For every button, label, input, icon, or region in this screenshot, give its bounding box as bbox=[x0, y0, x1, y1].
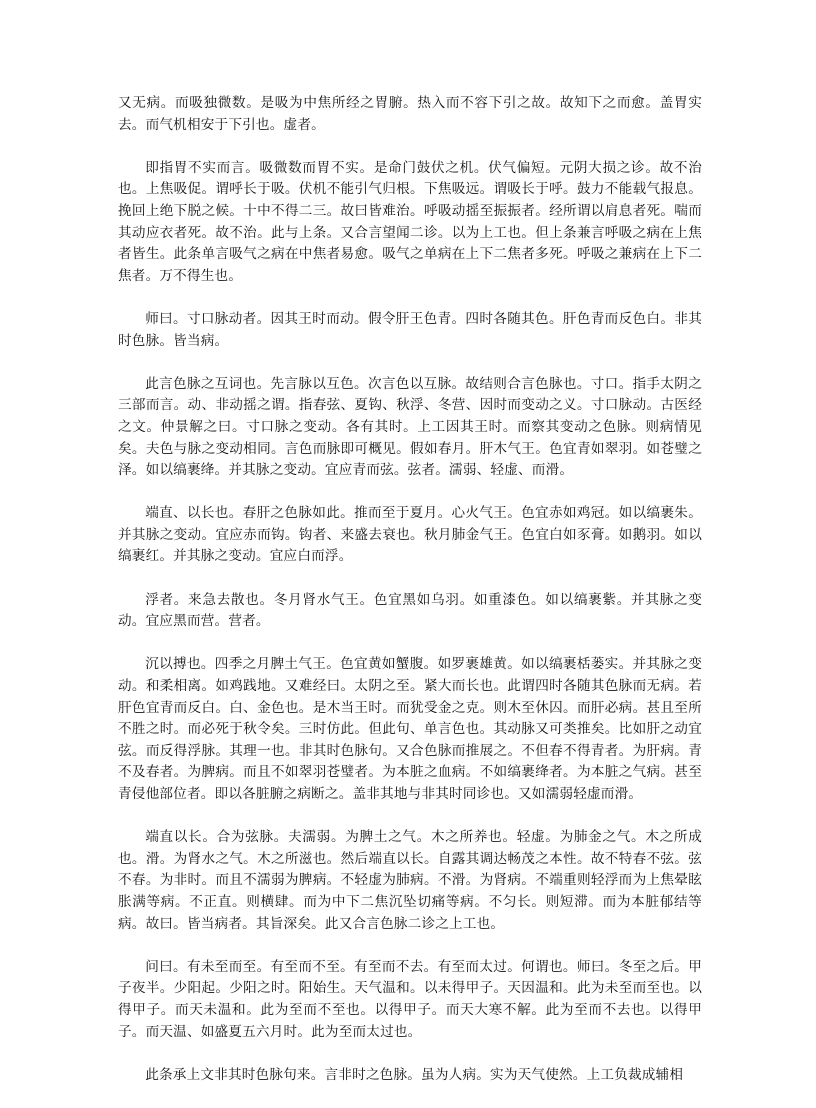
paragraph-5: 端直、以长也。春肝之色脉如此。推而至于夏月。心火气王。色宜赤如鸡冠。如以缟裹朱。并其脉之变动。宜应赤而钩。钩者、来盛去衰也。秋月肺金气王。色宜白如豕膏。如鹅羽。如以缟裹红。并其脉之变动。宜应白而浮。 bbox=[118, 505, 702, 565]
paragraph-2: 即指胃不实而言。吸微数而胃不实。是命门鼓伏之机。伏气偏短。元阴大损之诊。故不治也。上焦吸促。谓呼长于吸。伏机不能引气归根。下焦吸远。谓吸长于呼。鼓力不能载气报息。挽回上绝下脱之候。十中不得二三。故曰皆难治。呼吸动摇至振振者。经所谓以肩息者死。喘而其动应衣者死。故不治。此与上条。又合言望闻二诊。以为上工也。但上条兼言呼吸之病在上焦者皆生。此条单言吸气之病在中焦者易愈。吸气之单病在上下二焦者多死。呼吸之兼病在上下二焦者。万不得生也。 bbox=[118, 159, 702, 284]
paragraph-8: 端直以长。合为弦脉。夫濡弱。为脾土之气。木之所养也。轻虚。为肺金之气。木之所成也。滑。为肾水之气。木之所滋也。然后端直以长。自露其调达畅茂之本性。故不特春不弦。弦不春。为非时。而且不濡弱为脾病。不轻虚为肺病。不滑。为肾病。不端重则轻浮而为上焦晕眩胀满等病。不正直。则横肆。而为中下二焦沉坠切痛等病。不匀长。则短滞。而为本脏郁结等病。故曰。皆当病者。其旨深矣。此又合言色脉二诊之上工也。 bbox=[118, 829, 702, 932]
paragraph-1: 又无病。而吸独微数。是吸为中焦所经之胃腑。热入而不容下引之故。故知下之而愈。盖胃实去。而气机相安于下引也。虚者。 bbox=[118, 95, 702, 133]
paragraph-4: 此言色脉之互词也。先言脉以互色。次言色以互脉。故结则合言色脉也。寸口。指手太阴之三部而言。动、非动摇之谓。指春弦、夏钩、秋浮、冬营、因时而变动之义。寸口脉动。古医经之文。仲景解之曰。寸口脉之变动。各有其时。上工因其王时。而察其变动之色脉。则病情见矣。夫色与脉之变动相同。言色而脉即可概见。假如春月。肝木气王。色宜青如翠羽。如苍璧之泽。如以缟裹绛。并其脉之变动。宜应青而弦。弦者。濡弱、轻虚、而滑。 bbox=[118, 375, 702, 479]
paragraph-10: 此条承上文非其时色脉句来。言非时之色脉。虽为人病。实为天气使然。上工负裁成辅相 bbox=[145, 1066, 684, 1083]
document-page bbox=[118, 93, 702, 1108]
paragraph-3: 师曰。寸口脉动者。因其王时而动。假令肝王色青。四时各随其色。肝色青而反色白。非其时色脉。皆当病。 bbox=[118, 310, 702, 349]
paragraph-9: 问曰。有未至而至。有至而不至。有至而不去。有至而太过。何谓也。师曰。冬至之后。甲子夜半。少阳起。少阳之时。阳始生。天气温和。以未得甲子。天因温和。此为未至而至也。以得甲子。而天未温和。此为至而不至也。以得甲子。而天大寒不解。此为至而不去也。以得甲子。而天温、如盛夏五六月时。此为至而太过也。 bbox=[118, 958, 702, 1040]
paragraph-6: 浮者。来急去散也。冬月肾水气王。色宜黑如乌羽。如重漆色。如以缟裹紫。并其脉之变动。宜应黑而营。营者。 bbox=[118, 591, 702, 630]
paragraph-7: 沉以搏也。四季之月脾土气王。色宜黄如蟹腹。如罗裹雄黄。如以缟裹栝蒌实。并其脉之变动。和柔相离。如鸡践地。又难经曰。太阴之至。紧大而长也。此谓四时各随其色脉而无病。若肝色宜青而反白。白、金色也。是木当王时。而犹受金之克。则木至休囚。而肝必病。甚且至所不胜之时。而必死于秋令矣。三时仿此。但此句、单言色也。其动脉又可类推矣。比如肝之动宜弦。而反得浮脉。其理一也。非其时色脉句。又合色脉而推展之。不但春不得青者。为肝病。青不及春者。为脾病。而且不如翠羽苍璧者。为本脏之血病。不如缟裹绛者。为本脏之气病。甚至青侵他部位者。即以各脏腑之病断之。盖非其地与非其时同诊也。又如濡弱轻虚而滑。 bbox=[118, 656, 702, 802]
